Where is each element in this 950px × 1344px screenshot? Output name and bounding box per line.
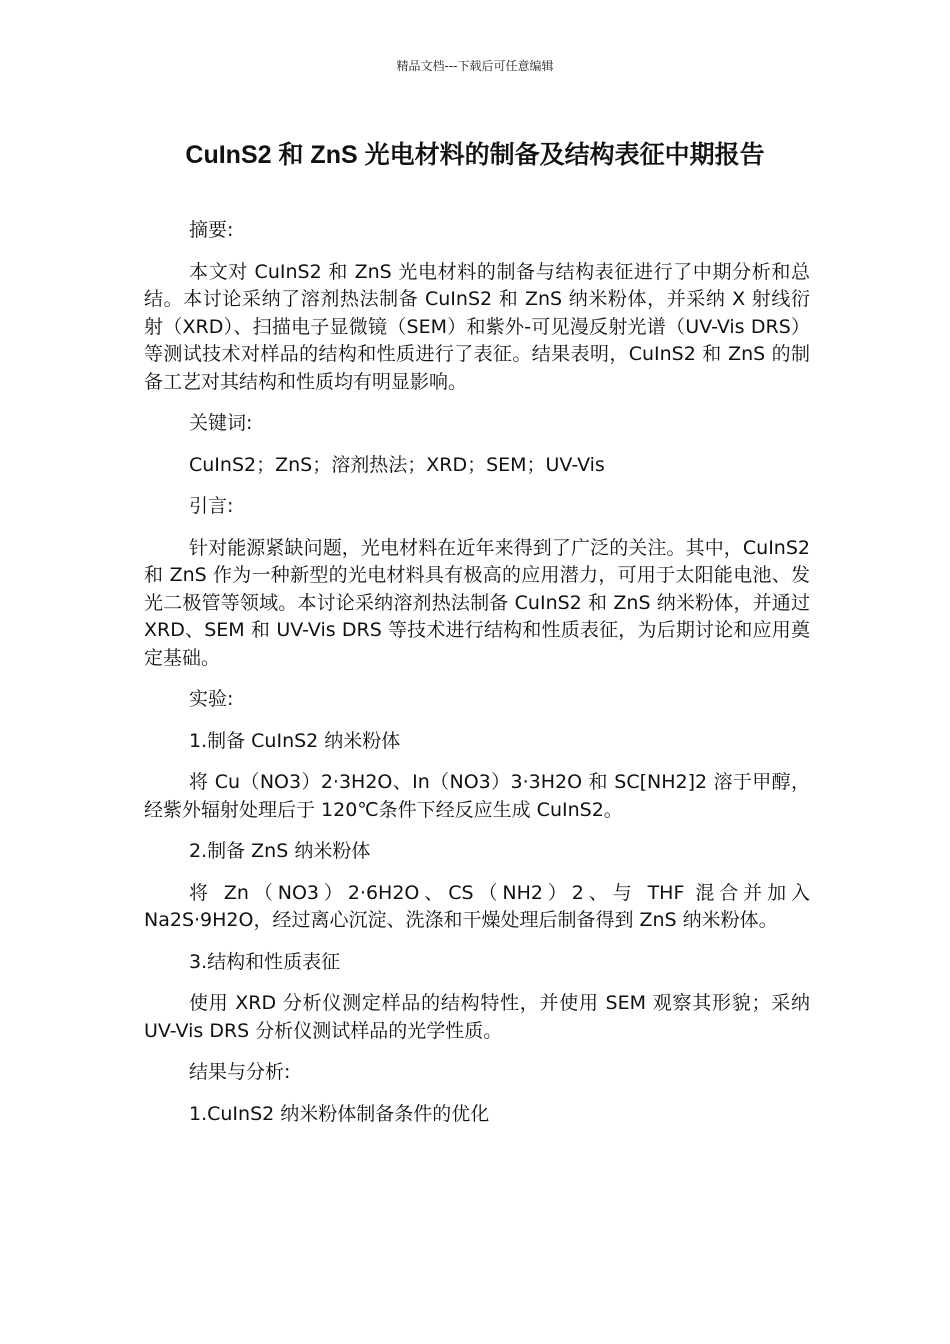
document-title: CuInS2 和 ZnS 光电材料的制备及结构表征中期报告 xyxy=(185,141,765,169)
introduction-heading: 引言: xyxy=(189,495,234,517)
experiment-step-2-paragraph: 将 Zn（NO3）2·6H2O、CS（NH2）2、与 THF 混合并加入 Na2S·9H2O，经过离心沉淀、洗涤和干燥处理后制备得到 ZnS 纳米粉体。 xyxy=(144,881,810,931)
introduction-paragraph: 针对能源紧缺问题，光电材料在近年来得到了广泛的关注。其中，CuInS2 和 ZnS 作为一种新型的光电材料具有极高的应用潜力，可用于太阳能电池、发光二极管等领域。本讨论采纳溶剂热法制备 CuInS2 和 ZnS 纳米粉体，并通过 XRD、SEM 和 UV-Vis DRS 等技术进行结构和性质表征，为后期讨论和应用奠定基础。 xyxy=(144,536,810,669)
keywords-heading: 关键词: xyxy=(189,412,253,434)
results-item-1-title: 1.CuInS2 纳米粉体制备条件的优化 xyxy=(189,1102,490,1125)
experiment-step-3-title: 3.结构和性质表征 xyxy=(189,950,341,973)
experiment-step-1-title: 1.制备 CuInS2 纳米粉体 xyxy=(189,729,401,752)
abstract-heading: 摘要: xyxy=(189,219,234,241)
keywords-list: CuInS2；ZnS；溶剂热法；XRD；SEM；UV-Vis xyxy=(189,453,605,476)
document-body xyxy=(144,217,810,1142)
experiment-heading: 实验: xyxy=(189,688,234,710)
experiment-step-2-title: 2.制备 ZnS 纳米粉体 xyxy=(189,840,371,862)
results-heading: 结果与分析: xyxy=(189,1061,291,1083)
page-header-note: 精品文档---下载后可任意编辑 xyxy=(396,59,554,73)
abstract-paragraph: 本文对 CuInS2 和 ZnS 光电材料的制备与结构表征进行了中期分析和总结。本讨论采纳了溶剂热法制备 CuInS2 和 ZnS 纳米粉体，并采纳 X 射线衍射（XRD）、扫描电子显微镜（SEM）和紫外-可见漫反射光谱（UV-Vis DRS）等测试技术对样品的结构和性质进行了表征。结果表明，CuInS2 和 ZnS 的制备工艺对其结构和性质均有明显影响。 xyxy=(144,260,810,393)
experiment-step-3-paragraph: 使用 XRD 分析仪测定样品的结构特性，并使用 SEM 观察其形貌；采纳 UV-Vis DRS 分析仪测试样品的光学性质。 xyxy=(144,992,810,1042)
experiment-step-1-paragraph: 将 Cu（NO3）2·3H2O、In（NO3）3·3H2O 和 SC[NH2]2 溶于甲醇，经紫外辐射处理后于 120℃条件下经反应生成 CuInS2。 xyxy=(144,771,810,821)
